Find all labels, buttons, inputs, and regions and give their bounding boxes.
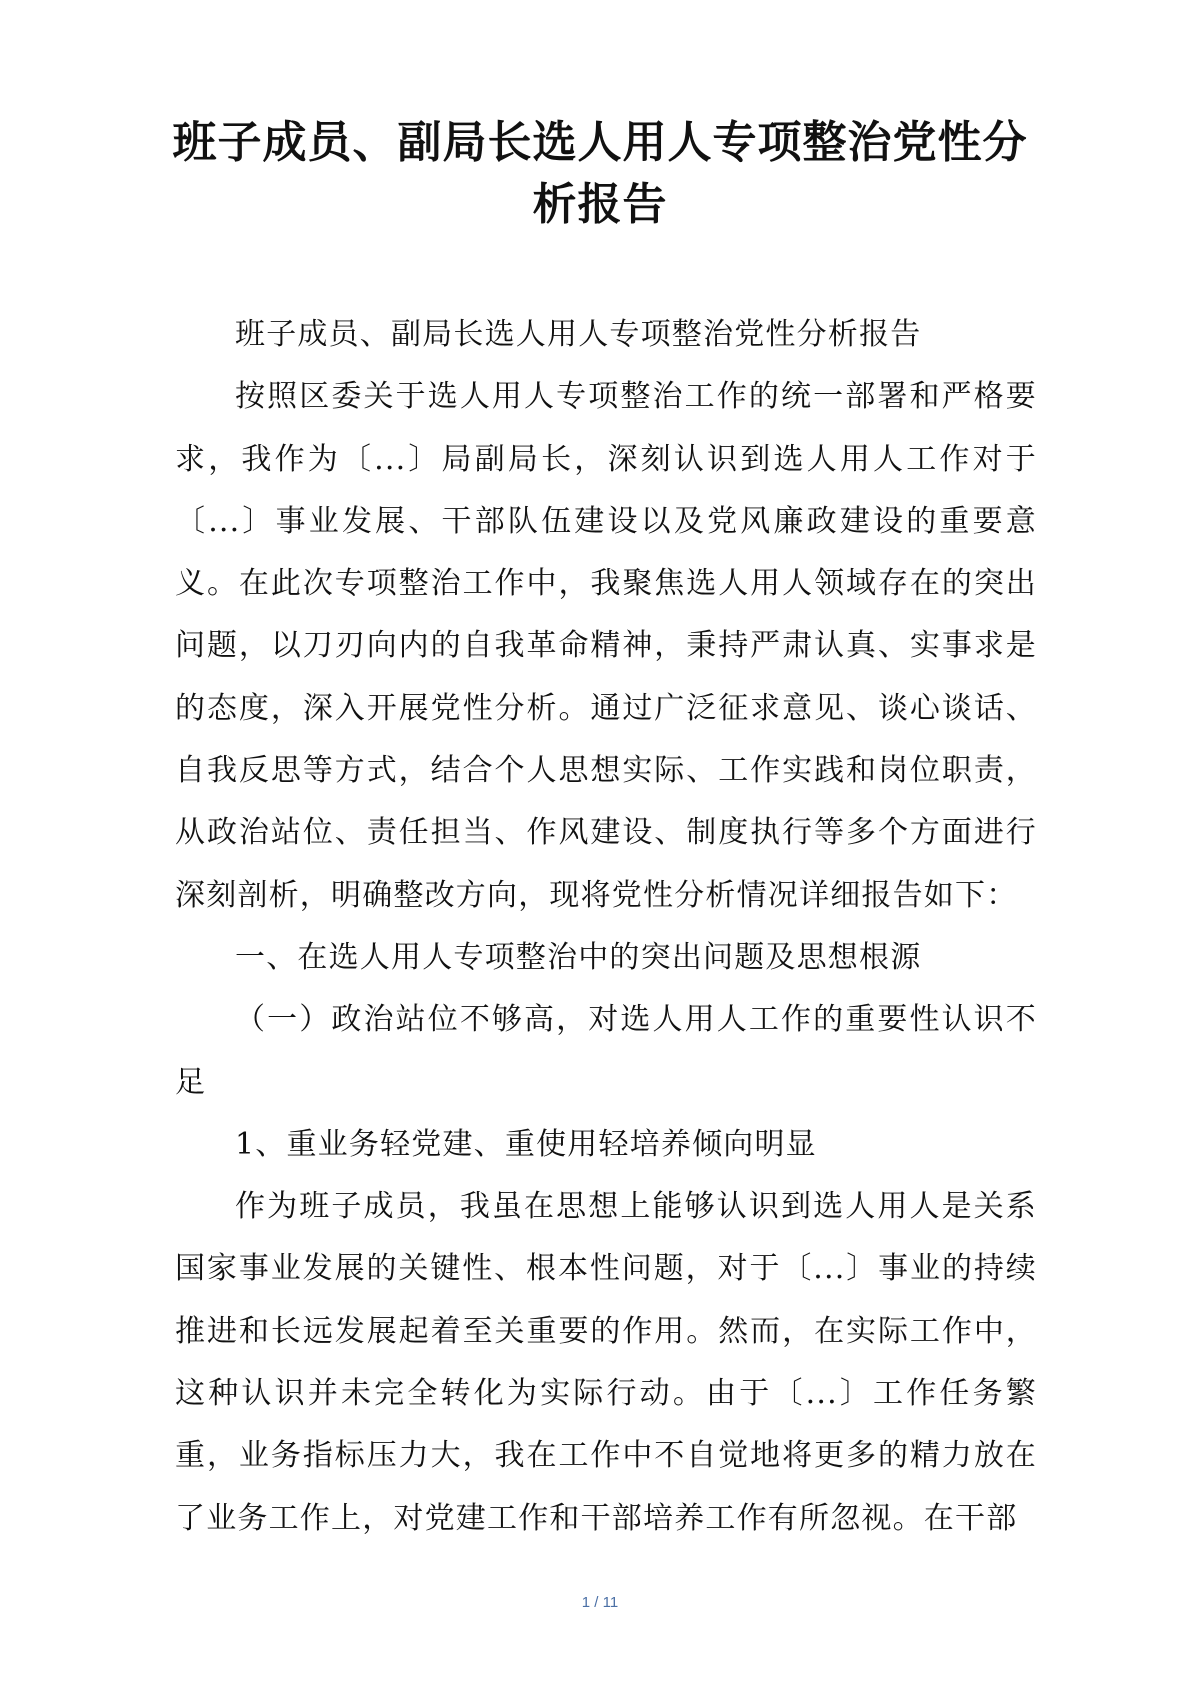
item-heading: 1、重业务轻党建、重使用轻培养倾向明显 bbox=[235, 1126, 817, 1162]
page-number: 1 / 11 bbox=[581, 1594, 619, 1611]
body-paragraph: 作为班子成员，我虽在思想上能够认识到选人用人是关系国家事业发展的关键性、根本性问题，对于〔...〕事业的持续推进和长远发展起着至关重要的作用。然而，在实际工作中，这种认识并未完全转化为实际行动。由于〔...〕工作任务繁重，业务指标压力大，我在工作中不自觉地将更多的精力放在了业务工作上，对党建工作和干部培养工作有所忽视。在干部 bbox=[175, 1189, 1037, 1536]
section-heading: 一、在选人用人专项整治中的突出问题及思想根源 bbox=[235, 939, 922, 975]
subsection-heading: （一）政治站位不够高，对选人用人工作的重要性认识不足 bbox=[175, 1002, 1037, 1100]
intro-paragraph: 按照区委关于选人用人专项整治工作的统一部署和严格要求，我作为〔...〕局副局长，深刻认识到选人用人工作对于〔...〕事业发展、干部队伍建设以及党风廉政建设的重要意义。在此次专项整治工作中，我聚焦选人用人领域存在的突出问题，以刀刃向内的自我革命精神，秉持严肃认真、实事求是的态度，深入开展党性分析。通过广泛征求意见、谈心谈话、自我反思等方式，结合个人思想实际、工作实践和岗位职责，从政治站位、责任担当、作风建设、制度执行等多个方面进行深刻剖析，明确整改方向，现将党性分析情况详细报告如下： bbox=[175, 379, 1037, 913]
report-subtitle-paragraph: 班子成员、副局长选人用人专项整治党性分析报告 bbox=[235, 317, 922, 352]
document-title: 班子成员、副局长选人用人专项整治党性分析报告 bbox=[172, 117, 1028, 230]
document-body bbox=[175, 304, 1037, 1550]
